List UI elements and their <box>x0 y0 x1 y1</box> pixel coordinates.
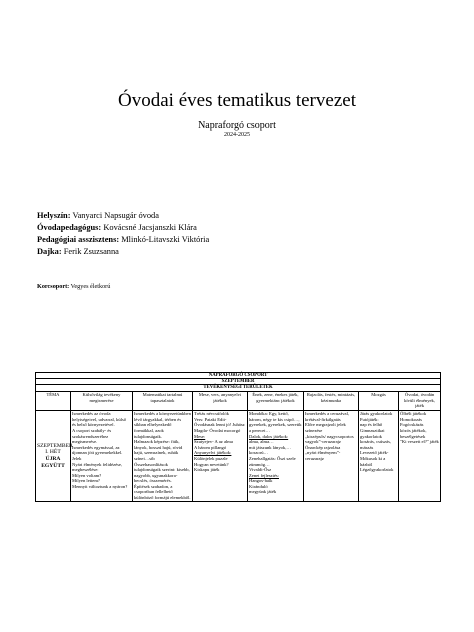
column-header: Mozgás <box>359 391 399 410</box>
cell-text: nap és felhő <box>360 422 383 428</box>
cell-text: Hangos-halk <box>249 478 273 484</box>
cell-experiences <box>399 410 441 502</box>
cell-text: Ismerkedés egymással, az újonnan jött gyermekekkel. <box>72 444 123 456</box>
column-header: Matematikai tartalmú tapasztalatok <box>133 391 193 410</box>
school-year: 2024-2025 <box>224 132 250 138</box>
age-group-label: Korcsoport: <box>37 283 70 290</box>
cell-text: Önarckép rajzolása <box>305 444 341 450</box>
cell-text: megyünk játék <box>249 489 277 495</box>
cell-text: "Ki veszett el?" játék <box>400 439 439 445</box>
column-header: Külsővilág tevékeny megismerése <box>71 391 133 410</box>
cell-text: Zenehallgatás: Őszi szele zümmög… <box>249 455 296 467</box>
group-name: Napraforgó csoport <box>198 120 276 131</box>
cell-text: Milyen voltam? <box>72 472 102 478</box>
table-areas-header: TEVÉKENYSÉGI TERÜLETEK <box>36 385 441 391</box>
cell-text: Futójáték: <box>360 416 379 422</box>
cell-text: Halmazok képzése: fiúk, lányok, hosszú hajú, rövid hajú, szemszínek, ruhák színei…stb <box>134 439 183 461</box>
cell-text: Mókusok ki a házból <box>360 455 386 467</box>
info-value: Kovácsné Jacsjanszki Klára <box>103 223 197 232</box>
week-month: SZEPTEMBER <box>37 442 73 449</box>
cell-text: Dalok, dalos játékok: <box>249 433 289 439</box>
age-group <box>37 283 110 290</box>
cell-text: Szutyejev- A az alma <box>194 439 233 445</box>
info-label: Pedagógiai asszisztens: <box>37 235 120 244</box>
column-header: Rajzolás, festés, mintázás, kézimunka <box>304 391 359 410</box>
cell-text: mit játszunk lányok,… <box>249 444 291 450</box>
info-assistant <box>37 234 209 246</box>
cell-text: Járás gyakorlatok <box>360 411 393 417</box>
thematic-plan-table <box>35 372 441 502</box>
cell-text: Vers: Pataki Edit- Óvodásnak lenni jó! Juhász Magda- Óvodai mocorgó <box>194 416 245 433</box>
cell-text: Ismerkedés a ceruzával, krétával-firkálgatás <box>305 411 349 422</box>
info-nanny <box>37 246 119 258</box>
cell-text: Anyanyelvi játékok: <box>194 450 232 456</box>
cell-text: Összehasonlítások tulajdonságaik szerint: kisebb, nagyobb, ugyanakkora-becslés, összemérés. <box>134 461 190 484</box>
cell-text: Kiránduló <box>249 483 268 489</box>
info-location <box>37 210 159 222</box>
age-group-value: Vegyes életkorú <box>70 283 111 290</box>
info-label: Dajka: <box>37 247 62 256</box>
table-group-header: NAPRAFORGÓ CSOPORT <box>36 373 441 379</box>
column-header: Óvodai, óvodán kívüli élmények, játék <box>399 391 441 410</box>
cell-text: Gimnasztikai gyakorlatok <box>360 427 385 439</box>
cell-music <box>248 410 304 502</box>
info-value: Ferik Zsuzsanna <box>63 247 119 256</box>
info-label: Óvodapedagógus: <box>37 223 102 232</box>
cell-text: Hogyan nevetünk? <box>194 461 229 467</box>
cell-environment <box>71 410 133 502</box>
cell-tales <box>193 410 248 502</box>
table-column-headers <box>36 391 441 410</box>
cell-math <box>133 410 193 502</box>
cell-text: Nyári élmények felidézése, megbeszélése: <box>72 461 123 473</box>
cell-text: Mese: <box>194 433 206 439</box>
cell-text: Ismerkedés a környezetünkben lévő tárgyakkal, térben és síkban elhelyezkedő formákkal, azok tulajdonságaik. <box>134 411 191 439</box>
week-number: I. HÉT <box>45 449 61 456</box>
cell-movement <box>359 410 399 502</box>
column-header: Ének, zene, énekes játék, gyermektánc játékok <box>248 391 304 410</box>
cell-text: Levezető játék- <box>360 450 389 456</box>
info-teacher <box>37 222 197 234</box>
info-label: Helyszín: <box>37 211 71 220</box>
info-value: Vanyarci Napsugár óvoda <box>72 211 159 220</box>
cell-text: Ölbéli játékok <box>400 411 427 417</box>
cell-text: Kiskapu játék <box>194 467 220 473</box>
column-header: TÉMA <box>36 391 71 410</box>
cell-text: „kiszépsős/ nagycsoportos vagyok”-ceruzarajz <box>305 433 354 445</box>
info-value: Mlinkó-Litavszki Viktória <box>121 235 210 244</box>
table-row <box>36 410 441 502</box>
column-header: Mese, vers, anyanyelvi játékok <box>193 391 248 410</box>
cell-text: Homokozás <box>400 416 422 422</box>
cell-text: Jelek <box>72 455 82 461</box>
cell-text: A csoport szabály- és szokásrendszeréhez megismerése. <box>72 427 112 445</box>
cell-text: Zenei fejlesztés: <box>249 472 279 478</box>
week-cell <box>36 410 71 502</box>
cell-text: Milyen lettem? <box>72 478 100 484</box>
cell-text: Mondóka: Egy, kettő, három, négy te kis csipő…, gyerekek, gyerekek, szeretik a perecet… <box>249 411 302 433</box>
cell-text: A három pillangó <box>194 444 227 450</box>
cell-text: „nyári élményem”- ceruzarajz <box>305 450 341 461</box>
document-title: Óvodai éves tematikus tervezet <box>118 90 356 111</box>
cell-text: Építések szabadon, a csoportban fellelhető különböző formájú elemekből. <box>134 483 191 501</box>
cell-text: koszorú… <box>249 450 269 456</box>
cell-text: Fogócskázás <box>400 422 424 428</box>
cell-text: Különjelek puzzle <box>194 455 228 461</box>
cell-text: Ismerkedés az óvoda helyiségeivel, udvarral, külső és belső környezetével. <box>72 411 127 428</box>
cell-text: Trétás névcsúfolók <box>194 411 229 417</box>
week-theme: ÚJRA EGYÜTT <box>41 455 65 469</box>
cell-text: Légzőgyakorlatok <box>360 467 394 473</box>
cell-text: alma, alma… <box>249 439 274 445</box>
table-month-header: SZEPTEMBER <box>36 379 441 385</box>
cell-text: Előre megrajzolt jelek színezése <box>305 422 346 433</box>
cell-drawing <box>304 410 359 502</box>
cell-text: közös játékok, beszélgetések <box>400 427 427 439</box>
cell-text: Vivaldi-Ősz <box>249 467 272 473</box>
cell-text: kosárás, csúszás, mászás <box>360 439 391 450</box>
cell-text: Mennyit változtunk a nyáron? <box>72 483 128 489</box>
